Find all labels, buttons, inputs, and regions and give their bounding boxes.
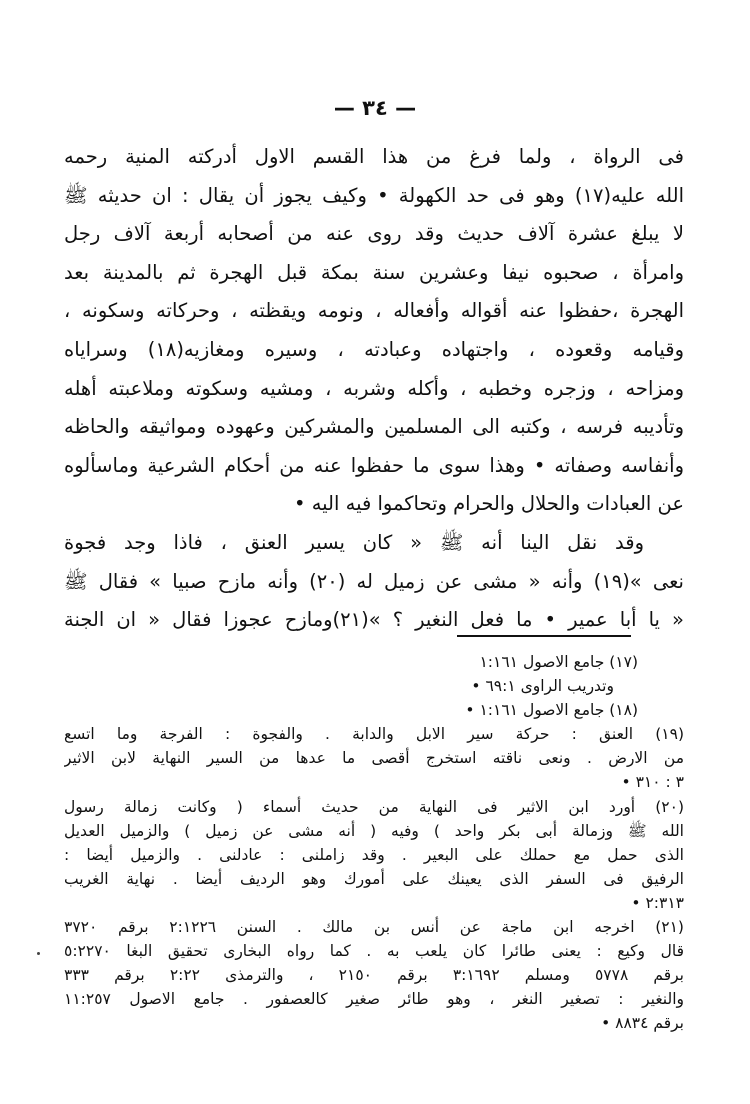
text-line: وامرأة ، صحبوه نيفا وعشرين سنة بمكة قبل الهجرة ثم بالمدينة بعد	[64, 260, 684, 284]
text-line: لا يبلغ عشرة آلاف حديث وقد روى عنه من أصحابه أربعة آلاف رجل	[64, 222, 684, 246]
text-line: الله عليه(١٧) وهو فى حد الكهولة • وكيف يجوز أن يقال : ان حديثه ﷺ	[64, 183, 684, 207]
text-line: وقد نقل الينا أنه ﷺ « كان يسير العنق ، فاذا وجد فجوة	[64, 530, 644, 554]
footnote-line: (٢١) اخرجه ابن ماجة عن أنس بن مالك . السنن ٢:١٢٢٦ برقم ٣٧٢٠	[64, 918, 684, 937]
footnote-line: قال وكيع : يعنى طائرا كان يلعب به . كما رواه البخارى تحقيق البغا ٥:٢٢٧٠	[64, 942, 684, 961]
footnote-line: الرفيق فى السفر الذى يعينك على أمورك وهو الرديف أيضا . نهاية الغريب	[64, 869, 684, 888]
footnote-line: (١٧) جامع الاصول ١:١٦١	[479, 653, 638, 671]
footnote-line: الذى حمل مع حملك على البعير . وقد زاملنى : عادلنى . والزميل أيضا :	[64, 845, 684, 864]
footnote-line: (١٩) العنق : حركة سير الابل والدابة . والفجوة : الفرجة وما اتسع	[64, 725, 684, 744]
text-line: ومزاحه ، وزجره وخطبه ، وأكله وشربه ، ومشيه وسكوته وملاعبته أهله	[64, 376, 684, 400]
footnote-divider	[457, 635, 631, 637]
footnote-line: برقم ٥٧٧٨ ومسلم ٣:١٦٩٢ برقم ٢١٥٠ ، والترمذى ٢:٢٢ برقم ٣٣٣	[64, 966, 684, 985]
footnote-line: من الارض . ونعى ناقته استخرج أقصى ما عدها من السير النهاية لابن الاثير	[64, 749, 684, 768]
scan-speck	[37, 952, 40, 955]
footnote-line: وتدريب الراوى ٦٩:١ •	[471, 677, 614, 696]
text-line: فى الرواة ، ولما فرغ من هذا القسم الاول أدركته المنية رحمه	[64, 145, 684, 168]
text-line: « يا أبا عمير • ما فعل النغير ؟ »(٢١)ومازح عجوزا فقال « ان الجنة	[64, 608, 684, 632]
text-line: وأنفاسه وصفاته • وهذا سوى ما حفظوا عنه من أحكام الشرعية وماسألوه	[64, 453, 684, 477]
footnote-line: الله ﷺ وزمالة أبى بكر واحد ) وفيه ( أنه مشى عن زميل ) والزميل العديل	[64, 821, 684, 840]
main-text	[64, 138, 684, 640]
text-line: عن العبادات والحلال والحرام وتحاكموا فيه اليه •	[294, 492, 684, 516]
text-line: الهجرة ،حفظوا عنه أقواله وأفعاله ، ونومه ويقظته ، وحركاته وسكونه ،	[64, 299, 684, 323]
footnotes	[64, 650, 684, 1036]
page-number: — ٣٤ —	[333, 96, 417, 120]
footnote-line: ٣ : ٣١٠ •	[621, 773, 684, 792]
text-line: وتأديبه فرسه ، وكتبه الى المسلمين والمشركين وعهوده ومواثيقه والحاظه	[64, 415, 684, 439]
text-line: وقيامه وقعوده ، واجتهاده وعبادته ، وسيره ومغازيه(١٨) وسراياه	[64, 337, 684, 361]
footnote-line: (١٨) جامع الاصول ١:١٦١ •	[465, 701, 638, 720]
footnote-line: برقم ٨٨٣٤ •	[601, 1014, 684, 1033]
text-line: نعى »(١٩) وأنه « مشى عن زميل له (٢٠) وأنه مازح صبيا » فقال ﷺ	[64, 569, 684, 593]
footnote-line: (٢٠) أورد ابن الاثير فى النهاية من حديث أسماء ( وكانت زمالة رسول	[64, 797, 684, 816]
footnote-line: ٢:٣١٣ •	[631, 893, 684, 912]
footnote-line: والنغير : تصغير النغر ، وهو طائر صغير كالعصفور . جامع الاصول ١١:٢٥٧	[64, 990, 684, 1009]
